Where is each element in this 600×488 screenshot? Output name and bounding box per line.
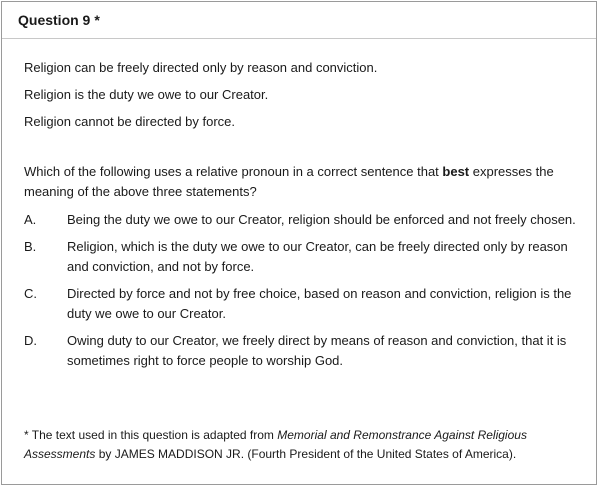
answer-options bbox=[24, 210, 584, 378]
statements bbox=[24, 54, 377, 135]
footnote bbox=[24, 426, 584, 464]
option-text: Owing duty to our Creator, we freely direct by means of reason and conviction, that it is sometimes right to force people to worship God. bbox=[67, 333, 567, 368]
question-title: Question 9 bbox=[18, 12, 91, 28]
question-stem bbox=[24, 162, 580, 202]
option-letter: B. bbox=[24, 239, 37, 254]
stem-text-before: Which of the following uses a relative pronoun in a correct sentence that bbox=[24, 164, 443, 179]
statement: Religion cannot be directed by force. bbox=[24, 114, 236, 129]
option-text: Directed by force and not by free choice, based on reason and conviction, religion is the duty we owe to our Creator. bbox=[67, 286, 572, 321]
option-a[interactable] bbox=[24, 210, 584, 230]
statement: Religion can be freely directed only by reason and conviction. bbox=[24, 60, 378, 75]
footnote-suffix: by JAMES MADDISON JR. (Fourth President of the United States of America). bbox=[95, 447, 517, 461]
stem-emphasis: best bbox=[442, 164, 470, 179]
option-letter: D. bbox=[24, 333, 37, 348]
footnote-prefix: * The text used in this question is adapted from bbox=[24, 428, 278, 442]
option-letter: C. bbox=[24, 286, 37, 301]
required-marker: * bbox=[94, 12, 100, 28]
statement: Religion is the duty we owe to our Creator. bbox=[24, 87, 269, 102]
stem-text-after: expresses the meaning of the above three statements? bbox=[24, 164, 554, 199]
question-card bbox=[1, 1, 597, 485]
option-d[interactable] bbox=[24, 331, 584, 371]
option-letter: A. bbox=[24, 212, 37, 227]
option-text: Being the duty we owe to our Creator, religion should be enforced and not freely chosen. bbox=[67, 212, 576, 227]
option-text: Religion, which is the duty we owe to our Creator, can be freely directed only by reason and conviction, and not by force. bbox=[67, 239, 568, 274]
question-header bbox=[2, 2, 596, 39]
option-b[interactable] bbox=[24, 237, 584, 277]
footnote-source-title: Memorial and Remonstrance Against Religious Assessments bbox=[24, 428, 527, 461]
option-c[interactable] bbox=[24, 284, 584, 324]
